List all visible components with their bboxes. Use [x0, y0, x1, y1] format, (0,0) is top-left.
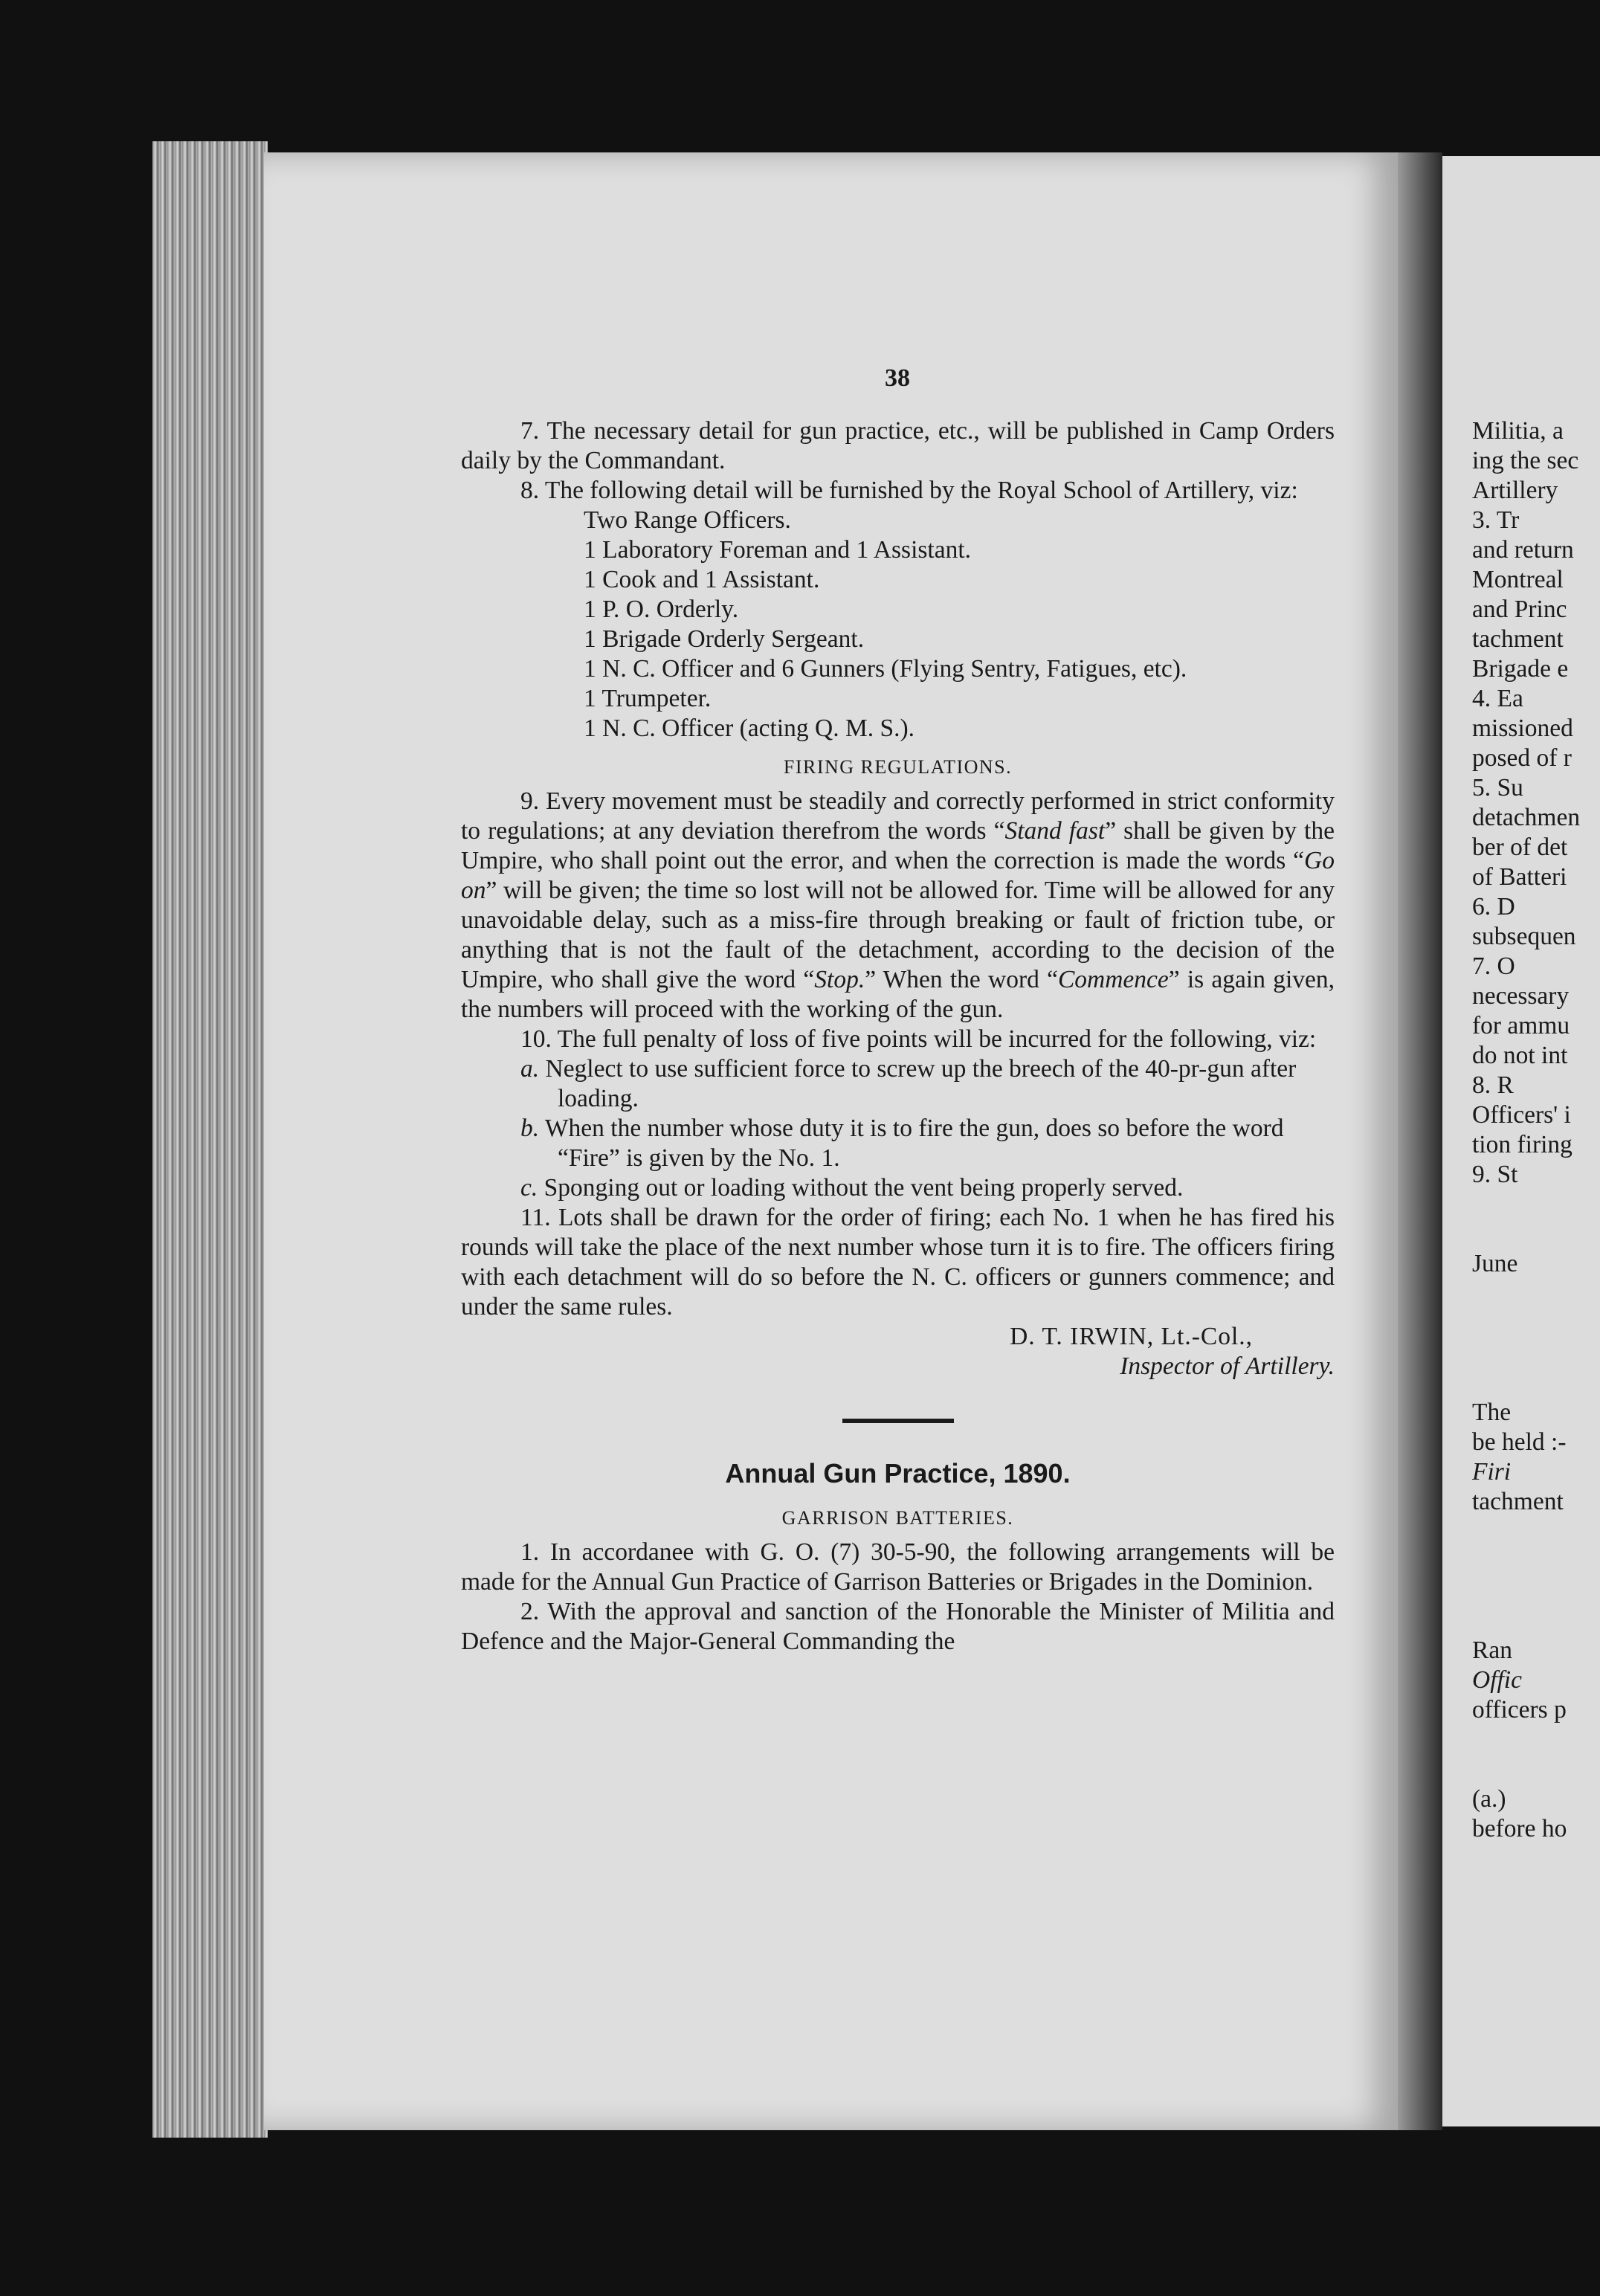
right-line: Firi: [1472, 1458, 1512, 1486]
list-item: Two Range Officers.: [584, 506, 791, 534]
paragraph-11: 11. Lots shall be drawn for the order of firing; each No. 1 when he has fired his rounds will take the place of the next number whose turn it is to fire. The officers firing with each detachment will do so before the N. C. officers or gunners commence; and under the same rules.: [461, 1204, 1335, 1320]
paragraph-8: 8. The following detail will be furnished by the Royal School of Artillery, viz:: [520, 477, 1298, 504]
detail-list: [461, 506, 1335, 744]
list-item: 1 Cook and 1 Assistant.: [584, 566, 820, 593]
right-line: 9. St: [1472, 1161, 1518, 1188]
right-line: [1472, 1219, 1600, 1249]
p9-text: 9. Every movement must be steadily and correctly performed in strict conformity to regulations; at any deviation therefrom the words “: [461, 787, 1335, 845]
right-line: 7. O: [1472, 952, 1515, 980]
page-body: [461, 416, 1335, 1657]
right-line: ber of det: [1472, 833, 1568, 861]
right-line: [1472, 1517, 1600, 1547]
right-line: Brigade e: [1472, 655, 1569, 683]
right-line: Artillery: [1472, 477, 1558, 504]
penalty-item: [461, 1173, 1335, 1203]
p9-text: ” will be given; the time so lost will not be allowed for. Time will be allowed for any unavoidable delay, such as a miss-fire through breaking or fault of friction tube, or anything that is not the fault of the detachment, according to the decision of the Umpire, who shall give the word “: [461, 877, 1335, 993]
section-paragraph-2: 2. With the approval and sanction of the Honorable the Minister of Militia and Defence and the Major-General Commanding the: [461, 1598, 1335, 1655]
right-line: before ho: [1472, 1815, 1567, 1842]
right-line: ing the sec: [1472, 447, 1579, 474]
right-page-text: [1472, 416, 1600, 1844]
penalty-letter: b.: [520, 1115, 540, 1142]
right-line: 8. R: [1472, 1071, 1514, 1099]
signature-name: D. T. IRWIN, Lt.-Col.,: [1010, 1323, 1253, 1350]
right-line: [1472, 1368, 1600, 1398]
right-line: The: [1472, 1399, 1512, 1426]
list-item: 1 Laboratory Foreman and 1 Assistant.: [584, 536, 972, 564]
right-line: 5. Su: [1472, 774, 1523, 802]
page-number: 38: [885, 364, 910, 392]
p9-commence: Commence: [1057, 966, 1169, 993]
right-line: 3. Tr: [1472, 506, 1520, 534]
section-paragraph-1: 1. In accordanee with G. O. (7) 30-5-90, the following arrangements will be made for the Annual Gun Practice of Garrison Batteries or Brigades in the Dominion.: [461, 1538, 1335, 1596]
right-line: [1472, 1338, 1600, 1368]
penalty-item: [461, 1114, 1335, 1173]
right-line: [1472, 1725, 1600, 1755]
book-page-edges: [152, 141, 268, 2138]
penalty-letter: c.: [520, 1174, 538, 1202]
right-line: tachment: [1472, 625, 1564, 653]
right-line: of Batteri: [1472, 863, 1567, 891]
list-item: 1 Trumpeter.: [584, 685, 712, 712]
right-line: June: [1472, 1250, 1518, 1277]
right-line: tion firing: [1472, 1131, 1572, 1158]
right-line: [1472, 1279, 1600, 1309]
right-line: missioned: [1472, 715, 1573, 742]
right-line: and Princ: [1472, 596, 1567, 623]
right-line: do not int: [1472, 1042, 1568, 1069]
penalty-letter: a.: [520, 1055, 540, 1083]
list-item: 1 N. C. Officer and 6 Gunners (Flying Sentry, Fatigues, etc).: [584, 655, 1187, 683]
section-divider: [842, 1419, 954, 1423]
right-line: Montreal: [1472, 566, 1564, 593]
right-line: necessary: [1472, 982, 1570, 1010]
right-line: Officers' i: [1472, 1101, 1571, 1129]
right-line: Militia, a: [1472, 417, 1564, 445]
right-line: [1472, 1547, 1600, 1576]
list-item: 1 P. O. Orderly.: [584, 596, 739, 623]
signature-title: Inspector of Artillery.: [1120, 1352, 1335, 1380]
right-line: for ammu: [1472, 1012, 1570, 1039]
right-line: tachment: [1472, 1488, 1564, 1515]
right-line: be held :-: [1472, 1428, 1567, 1456]
right-line: 6. D: [1472, 893, 1515, 920]
right-line: [1472, 1576, 1600, 1606]
right-line: subsequen: [1472, 923, 1576, 950]
p9-text: ” shall be given by the Umpire, who shall point out the error, and when the correction is made the words “: [461, 817, 1335, 874]
right-line: posed of r: [1472, 744, 1572, 772]
right-line: 4. Ea: [1472, 685, 1523, 712]
paragraph-9: [461, 787, 1335, 1025]
right-line: [1472, 1190, 1600, 1219]
book-gutter: [1398, 152, 1442, 2130]
right-line: Ran: [1472, 1636, 1512, 1664]
right-line: Offic: [1472, 1666, 1522, 1694]
p9-go-on: Go on: [461, 847, 1335, 904]
section-title: Annual Gun Practice, 1890.: [725, 1458, 1071, 1489]
right-line: officers p: [1472, 1696, 1567, 1723]
p9-text: ” is again given, the numbers will proceed with the working of the gun.: [461, 966, 1335, 1023]
penalty-item: [461, 1054, 1335, 1114]
right-line: [1472, 1755, 1600, 1784]
penalty-text: Sponging out or loading without the vent being properly served.: [543, 1174, 1184, 1202]
right-page: [1442, 156, 1600, 2126]
p9-stand-fast: Stand fast: [1004, 817, 1106, 845]
penalty-text: Neglect to use sufficient force to screw up the breech of the 40-pr-gun after loading.: [545, 1055, 1297, 1112]
section-subheading: GARRISON BATTERIES.: [781, 1507, 1014, 1529]
penalty-text: When the number whose duty it is to fire the gun, does so before the word “Fire” is given by the No. 1.: [544, 1115, 1284, 1172]
list-item: 1 N. C. Officer (acting Q. M. S.).: [584, 715, 915, 742]
p9-stop: Stop.: [814, 966, 865, 993]
right-line: (a.): [1472, 1785, 1506, 1813]
right-line: and return: [1472, 536, 1574, 564]
paragraph-7: 7. The necessary detail for gun practice, etc., will be published in Camp Orders daily by the Commandant.: [461, 417, 1335, 474]
firing-regulations-heading: FIRING REGULATIONS.: [783, 756, 1013, 778]
p9-text: ” When the word “: [865, 966, 1058, 993]
paragraph-10: 10. The full penalty of loss of five points will be incurred for the following, viz:: [520, 1025, 1317, 1053]
list-item: 1 Brigade Orderly Sergeant.: [584, 625, 865, 653]
right-line: [1472, 1309, 1600, 1338]
right-line: detachmen: [1472, 804, 1581, 831]
right-line: [1472, 1606, 1600, 1636]
